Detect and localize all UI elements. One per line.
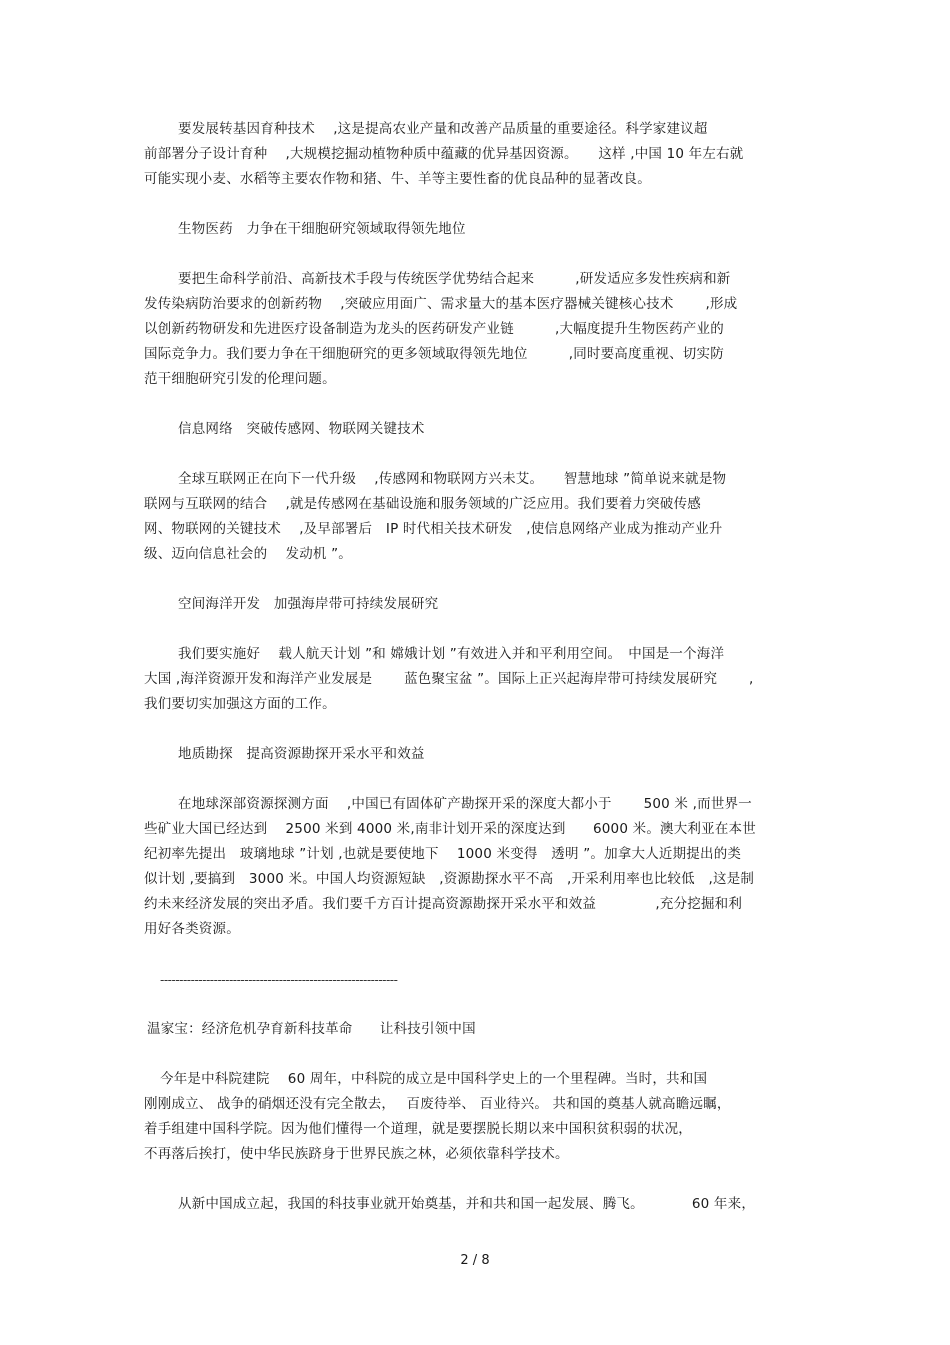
text-line: 我们要实施好 载人航天计划 ”和 嫦娥计划 ”有效进入并和平利用空间。 中国是一个海洋: [178, 646, 725, 662]
text-line: 要发展转基因育种技术 ,这是提高农业产量和改善产品质量的重要途径。科学家建议超: [178, 121, 708, 137]
section-heading: 空间海洋开发 加强海岸带可持续发展研究: [178, 596, 439, 612]
text-line: 联网与互联网的结合 ,就是传感网在基础设施和服务领域的广泛应用。我们要着力突破传感: [144, 496, 701, 512]
text-line: 前部署分子设计育种 ,大规模挖掘动植物种质中蕴藏的优异基因资源。 这样 ,中国 10 年左右就: [144, 146, 744, 162]
text-line: 些矿业大国已经达到 2500 米到 4000 米,南非计划开采的深度达到 6000 米。澳大利亚在本世: [144, 821, 756, 837]
text-line: 可能实现小麦、水稻等主要农作物和猪、牛、羊等主要性畜的优良品种的显著改良。: [144, 171, 651, 187]
text-line: 刚刚成立、 战争的硝烟还没有完全散去， 百废待举、 百业待兴。 共和国的奠基人就高瞻远瞩，: [144, 1096, 731, 1112]
page-number: 2 / 8: [460, 1253, 490, 1268]
text-line: 大国 ,海洋资源开发和海洋产业发展是 蓝色聚宝盆 ”。国际上正兴起海岸带可持续发展研究 ,: [144, 671, 754, 687]
section-heading: 生物医药 力争在干细胞研究领域取得领先地位: [178, 221, 466, 237]
section-heading: 信息网络 突破传感网、物联网关键技术: [178, 421, 425, 437]
text-line: 以创新药物研发和先进医疗设备制造为龙头的医药研发产业链 ,大幅度提升生物医药产业的: [144, 321, 724, 337]
article-title: 温家宝：经济危机孕育新科技革命 让科技引领中国: [147, 1021, 476, 1037]
text-line: 发传染病防治要求的创新药物 ,突破应用面广、需求量大的基本医疗器械关键核心技术 ,形成: [144, 296, 738, 312]
text-line: 在地球深部资源探测方面 ,中国已有固体矿产勘探开采的深度大都小于 500 米 ,而世界一: [178, 796, 752, 812]
text-line: 用好各类资源。: [144, 921, 240, 937]
text-line: 似计划 ,要搞到 3000 米。中国人均资源短缺 ,资源勘探水平不高 ,开采利用率也比较低 ,这是制: [144, 871, 755, 887]
text-line: 从新中国成立起，我国的科技事业就开始奠基，并和共和国一起发展、腾飞。 60 年来，: [178, 1196, 756, 1212]
section-heading: 地质勘探 提高资源勘探开采水平和效益: [178, 746, 425, 762]
text-line: 范干细胞研究引发的伦理问题。: [144, 371, 336, 387]
text-line: 今年是中科院建院 60 周年，中科院的成立是中国科学史上的一个里程碑。当时，共和国: [160, 1071, 708, 1087]
text-line: 约未来经济发展的突出矛盾。我们要千方百计提高资源勘探开采水平和效益 ,充分挖掘和利: [144, 896, 743, 912]
dashed-divider: --------------------------------------------------------------: [160, 973, 398, 987]
text-line: 纪初率先提出 玻璃地球 ”计划 ,也就是要使地下 1000 米变得 透明 ”。加拿大人近期提出的类: [144, 846, 742, 862]
text-line: 要把生命科学前沿、高新技术手段与传统医学优势结合起来 ,研发适应多发性疾病和新: [178, 271, 731, 287]
text-line: 级、迈向信息社会的 发动机 ”。: [144, 546, 352, 562]
text-line: 国际竞争力。我们要力争在干细胞研究的更多领域取得领先地位 ,同时要高度重视、切实防: [144, 346, 724, 362]
text-line: 着手组建中国科学院。因为他们懂得一个道理，就是要摆脱长期以来中国积贫积弱的状况，: [144, 1121, 692, 1137]
text-line: 网、物联网的关键技术 ,及早部署后 IP 时代相关技术研发 ,使信息网络产业成为推动产业升: [144, 521, 723, 537]
text-line: 我们要切实加强这方面的工作。: [144, 696, 336, 712]
text-line: 不再落后挨打，使中华民族跻身于世界民族之林，必须依靠科学技术。: [144, 1146, 569, 1162]
text-line: 全球互联网正在向下一代升级 ,传感网和物联网方兴未艾。 智慧地球 ”简单说来就是物: [178, 471, 727, 487]
